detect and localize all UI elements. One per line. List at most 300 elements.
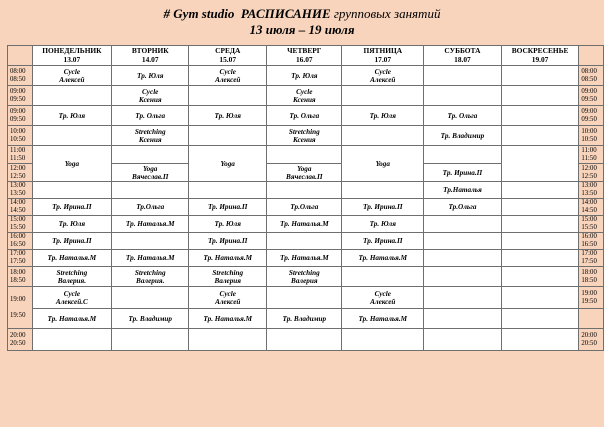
class-text: Тр. Юля <box>137 71 164 80</box>
day-header-tue <box>112 46 189 66</box>
class-text: Cycle <box>142 87 159 96</box>
class-cell <box>267 267 342 287</box>
class-text: Cycle <box>374 289 391 298</box>
class-text: Yoga <box>375 159 390 168</box>
class-text: Тр. Ольга <box>447 111 478 120</box>
time-row <box>8 146 604 164</box>
class-text: Stretching <box>288 127 320 136</box>
class-text: Тр. Наталья.М <box>279 254 329 262</box>
time-start: 19:00 <box>10 295 26 303</box>
time-end: 13:50 <box>581 190 597 197</box>
time-end: 14:50 <box>10 207 26 214</box>
time-cell <box>579 329 604 351</box>
class-cell <box>189 86 267 106</box>
class-text: Ксения <box>292 95 316 104</box>
class-text: Алексей <box>59 75 85 84</box>
class-text: Тр. Владимир <box>128 314 172 323</box>
class-cell <box>424 309 502 329</box>
class-text: Тр. Владимир <box>282 314 327 323</box>
class-cell <box>424 86 502 106</box>
class-text: Вячеслав.П <box>131 172 169 181</box>
class-text: Алексей <box>215 75 241 84</box>
time-cell <box>579 233 604 250</box>
time-end: 10:50 <box>10 135 26 143</box>
class-cell <box>189 182 267 199</box>
class-cell <box>342 309 424 329</box>
class-cell <box>501 329 579 351</box>
class-text: Stretching <box>134 268 166 277</box>
time-end: 18:50 <box>581 276 597 284</box>
title-main: РАСПИСАНИЕ <box>240 6 331 21</box>
class-cell <box>501 126 579 146</box>
time-end: 20:50 <box>581 339 597 347</box>
class-cell <box>501 309 579 329</box>
time-start: 17:00 <box>10 250 26 257</box>
time-end: 09:50 <box>581 115 597 123</box>
day-date: 15.07 <box>219 54 237 64</box>
class-cell <box>32 250 112 267</box>
time-cell <box>8 250 33 267</box>
class-cell <box>112 329 189 351</box>
class-cell <box>32 287 112 309</box>
class-cell <box>501 267 579 287</box>
time-start: 11:00 <box>581 146 597 154</box>
title-sub: групповых занятий <box>333 6 441 21</box>
class-cell <box>342 329 424 351</box>
class-cell <box>112 182 189 199</box>
time-cell <box>579 164 604 182</box>
time-end: 15:50 <box>10 224 26 231</box>
class-cell <box>424 126 502 146</box>
class-cell <box>342 182 424 199</box>
class-cell <box>267 182 342 199</box>
class-text: Алексей.С <box>55 297 88 306</box>
time-row <box>8 233 604 250</box>
time-end: 11:50 <box>581 154 597 162</box>
class-cell <box>32 329 112 351</box>
class-text: Тр. Юля <box>58 220 86 228</box>
class-cell <box>342 250 424 267</box>
class-cell <box>267 233 342 250</box>
class-cell <box>32 86 112 106</box>
class-cell <box>424 182 502 199</box>
time-row <box>8 199 604 216</box>
class-cell <box>342 86 424 106</box>
class-cell <box>501 233 579 250</box>
class-cell <box>112 86 189 106</box>
class-text: Тр. Наталья.М <box>47 254 97 262</box>
class-cell <box>189 250 267 267</box>
time-start: 20:00 <box>581 331 597 339</box>
class-cell <box>342 233 424 250</box>
time-row <box>8 126 604 146</box>
time-start: 15:00 <box>10 216 26 223</box>
class-text: Валерия. <box>57 276 87 285</box>
time-cell <box>579 199 604 216</box>
time-start: 11:00 <box>10 146 26 154</box>
class-cell <box>424 250 502 267</box>
class-cell <box>32 233 112 250</box>
time-end: 18:50 <box>10 276 26 284</box>
time-end: 12:50 <box>10 172 26 180</box>
time-cell <box>8 66 33 86</box>
time-end: 09:50 <box>10 95 26 103</box>
class-text: Stretching <box>134 127 166 136</box>
time-end: 16:50 <box>10 241 26 248</box>
class-text: Yoga <box>297 164 312 173</box>
class-cell <box>189 106 267 126</box>
day-header-wed <box>189 46 267 66</box>
class-cell <box>424 329 502 351</box>
corner-cell <box>579 46 604 66</box>
class-text: Тр. Ирина.П <box>207 203 248 211</box>
time-start: 10:00 <box>581 127 597 135</box>
title-dates: 13 июля – 19 июля <box>249 22 355 37</box>
class-cell <box>267 199 342 216</box>
class-text: Тр. Юля <box>369 111 396 120</box>
class-cell <box>267 287 342 309</box>
time-end: 17:50 <box>581 258 597 265</box>
time-end: 19:50 <box>581 297 597 305</box>
day-date: 18.07 <box>454 54 471 64</box>
class-text: Stretching <box>288 268 320 277</box>
class-cell <box>189 146 267 182</box>
class-cell <box>112 146 189 164</box>
class-cell <box>267 146 342 164</box>
time-cell <box>579 126 604 146</box>
class-text: Тр. Юля <box>291 71 318 80</box>
class-text: Тр. Владимир <box>440 131 485 140</box>
class-cell <box>32 126 112 146</box>
class-cell <box>189 329 267 351</box>
class-text: Валерия <box>214 276 241 285</box>
time-end: 16:50 <box>581 241 597 248</box>
class-cell <box>267 126 342 146</box>
class-text: Тр. Ирина.П <box>52 237 92 245</box>
class-cell <box>189 216 267 233</box>
class-cell <box>112 164 189 182</box>
day-header-fri <box>342 46 424 66</box>
class-cell <box>501 86 579 106</box>
time-row <box>8 267 604 287</box>
class-text: Тр. Наталья.М <box>125 220 175 228</box>
class-text: Тр. Ирина.П <box>362 203 403 211</box>
class-cell <box>424 287 502 309</box>
class-text: Yoga <box>64 159 80 168</box>
time-cell <box>8 199 33 216</box>
class-text: Cycle <box>63 67 81 76</box>
time-start: 13:00 <box>10 182 26 189</box>
class-cell <box>112 233 189 250</box>
time-cell <box>8 287 33 329</box>
class-cell <box>32 146 112 182</box>
day-date: 17.07 <box>374 54 392 64</box>
day-name: ПОНЕДЕЛЬНИК <box>42 46 102 55</box>
class-text: Алексей <box>370 297 396 306</box>
time-row <box>8 66 604 86</box>
time-cell <box>579 250 604 267</box>
class-cell <box>424 146 502 164</box>
time-cell <box>8 233 33 250</box>
class-cell <box>189 66 267 86</box>
class-text: Тр. Наталья.М <box>279 220 329 228</box>
time-start: 20:00 <box>10 331 26 339</box>
class-cell <box>342 66 424 86</box>
time-cell <box>579 86 604 106</box>
class-cell <box>189 233 267 250</box>
class-cell <box>189 126 267 146</box>
class-cell <box>112 250 189 267</box>
time-row <box>8 86 604 106</box>
time-start: 19:00 <box>581 289 597 297</box>
class-cell <box>112 216 189 233</box>
day-name: ВТОРНИК <box>131 46 169 55</box>
class-cell <box>267 164 342 182</box>
class-cell <box>32 106 112 126</box>
class-cell <box>342 106 424 126</box>
class-cell <box>501 216 579 233</box>
class-cell <box>342 267 424 287</box>
class-text: Ксения <box>138 95 162 104</box>
class-text: Тр. Ирина.П <box>52 203 92 211</box>
time-cell <box>579 216 604 233</box>
time-cell <box>8 86 33 106</box>
time-cell <box>8 216 33 233</box>
time-start: 14:00 <box>581 199 597 206</box>
class-text: Cycle <box>296 87 313 96</box>
class-text: Тр. Ирина.П <box>442 168 483 177</box>
class-text: Тр. Наталья.М <box>125 254 175 262</box>
time-start: 18:00 <box>10 268 26 276</box>
class-cell <box>189 267 267 287</box>
class-cell <box>501 182 579 199</box>
class-cell <box>424 216 502 233</box>
class-text: Тр. Юля <box>214 111 241 120</box>
class-text: Тр. Юля <box>58 111 86 120</box>
class-cell <box>424 199 502 216</box>
class-cell <box>424 66 502 86</box>
time-start: 09:00 <box>581 87 597 95</box>
day-name: ВОСКРЕСЕНЬЕ <box>511 46 569 55</box>
day-header-sat <box>424 46 502 66</box>
class-text: Тр. Ольга <box>289 111 320 120</box>
class-cell <box>501 250 579 267</box>
class-text: Вячеслав.П <box>286 172 323 181</box>
class-text: Тр. Наталья.М <box>47 314 97 323</box>
time-row <box>8 250 604 267</box>
class-cell <box>267 216 342 233</box>
class-text: Cycle <box>219 67 236 76</box>
day-date: 14.07 <box>141 54 159 64</box>
class-text: Yoga <box>143 164 158 173</box>
time-end: 10:50 <box>581 135 597 143</box>
class-cell <box>501 66 579 86</box>
time-cell <box>579 267 604 287</box>
class-text: Yoga <box>220 159 235 168</box>
day-header-thu <box>267 46 342 66</box>
time-end: 08:50 <box>581 75 597 83</box>
time-cell <box>579 309 604 329</box>
class-text: Ксения <box>292 135 316 144</box>
time-cell <box>8 164 33 182</box>
time-row <box>8 329 604 351</box>
time-start: 16:00 <box>581 233 597 240</box>
time-start: 10:00 <box>10 127 26 135</box>
class-text: Stretching <box>56 268 88 277</box>
time-cell <box>8 267 33 287</box>
time-end: 20:50 <box>10 339 26 347</box>
time-end: 14:50 <box>581 207 597 214</box>
time-row <box>8 182 604 199</box>
class-cell <box>267 309 342 329</box>
time-start: 13:00 <box>581 182 597 189</box>
title-line-1 <box>0 6 604 21</box>
class-text: Тр. Ольга <box>135 111 166 120</box>
class-cell <box>501 287 579 309</box>
class-text: Тр. Юля <box>214 220 241 228</box>
class-cell <box>189 309 267 329</box>
class-cell <box>189 199 267 216</box>
class-cell <box>342 199 424 216</box>
time-cell <box>579 287 604 309</box>
class-text: Cycle <box>219 289 236 298</box>
class-text: Тр.Ольга <box>290 203 319 211</box>
class-cell <box>32 216 112 233</box>
class-text: Валерия <box>291 276 318 285</box>
time-end: 17:50 <box>10 258 26 265</box>
day-date: 19.07 <box>531 54 549 64</box>
time-cell <box>579 146 604 164</box>
class-cell <box>112 66 189 86</box>
class-cell <box>267 106 342 126</box>
time-end: 12:50 <box>581 172 597 180</box>
time-end: 13:50 <box>10 190 26 197</box>
time-end: 08:50 <box>10 75 26 83</box>
class-cell <box>112 309 189 329</box>
studio-name: # Gym studio <box>163 6 235 21</box>
class-text: Тр. Наталья.М <box>203 314 253 323</box>
class-cell <box>501 106 579 126</box>
class-cell <box>32 66 112 86</box>
day-header-sun <box>501 46 579 66</box>
time-cell <box>8 329 33 351</box>
day-date: 16.07 <box>295 54 313 64</box>
class-text: Тр.Ольга <box>448 203 477 211</box>
class-cell <box>32 199 112 216</box>
class-cell <box>32 267 112 287</box>
time-cell <box>8 146 33 164</box>
class-text: Cycle <box>63 289 81 298</box>
class-text: Тр. Наталья.М <box>203 254 253 262</box>
class-text: Тр.Наталья <box>443 186 482 194</box>
time-cell <box>8 182 33 199</box>
time-end: 19:50 <box>10 311 26 319</box>
class-text: Stretching <box>212 268 244 277</box>
time-end: 09:50 <box>581 95 597 103</box>
class-text: Тр. Наталья.М <box>358 314 408 323</box>
class-cell <box>267 250 342 267</box>
day-name: СУББОТА <box>444 46 481 55</box>
time-row <box>8 309 604 329</box>
day-name: ЧЕТВЕРГ <box>287 46 322 55</box>
class-text: Алексей <box>215 297 241 306</box>
corner-cell <box>8 46 33 66</box>
time-start: 15:00 <box>581 216 597 223</box>
header-row <box>8 46 604 66</box>
time-start: 17:00 <box>581 250 597 257</box>
class-cell <box>32 309 112 329</box>
class-text: Валерия. <box>136 276 165 285</box>
class-cell <box>342 216 424 233</box>
class-cell <box>267 86 342 106</box>
class-text: Тр. Ирина.П <box>207 237 248 245</box>
class-cell <box>501 199 579 216</box>
day-header-mon <box>32 46 112 66</box>
time-row <box>8 287 604 309</box>
time-start: 09:00 <box>10 87 26 95</box>
class-text: Алексей <box>370 75 396 84</box>
time-start: 12:00 <box>10 164 26 172</box>
class-cell <box>342 287 424 309</box>
class-text: Тр. Ирина.П <box>362 237 403 245</box>
class-cell <box>112 106 189 126</box>
class-cell <box>342 146 424 182</box>
class-cell <box>112 267 189 287</box>
class-cell <box>424 106 502 126</box>
time-cell <box>8 126 33 146</box>
time-row <box>8 216 604 233</box>
time-cell <box>8 106 33 126</box>
time-end: 09:50 <box>10 115 26 123</box>
class-cell <box>501 146 579 182</box>
class-cell <box>424 164 502 182</box>
class-cell <box>112 287 189 309</box>
class-text: Cycle <box>374 67 391 76</box>
class-text: Тр. Наталья.М <box>358 254 408 262</box>
time-start: 09:00 <box>581 107 597 115</box>
class-cell <box>112 126 189 146</box>
time-cell <box>579 66 604 86</box>
day-date: 13.07 <box>63 54 81 64</box>
class-cell <box>267 329 342 351</box>
class-cell <box>342 126 424 146</box>
class-cell <box>112 199 189 216</box>
time-end: 15:50 <box>581 224 597 231</box>
time-start: 08:00 <box>10 67 26 75</box>
time-start: 16:00 <box>10 233 26 240</box>
class-cell <box>424 267 502 287</box>
class-text: Ксения <box>138 135 162 144</box>
day-name: ПЯТНИЦА <box>363 46 403 55</box>
time-start: 18:00 <box>581 268 597 276</box>
time-cell <box>579 106 604 126</box>
time-start: 09:00 <box>10 107 26 115</box>
schedule-table <box>7 45 604 351</box>
class-cell <box>424 233 502 250</box>
time-end: 11:50 <box>10 154 26 162</box>
class-text: Тр.Ольга <box>136 203 165 211</box>
time-row <box>8 106 604 126</box>
time-start: 12:00 <box>581 164 597 172</box>
day-name: СРЕДА <box>215 46 241 55</box>
time-start: 14:00 <box>10 199 26 206</box>
class-cell <box>267 66 342 86</box>
class-cell <box>32 182 112 199</box>
class-text: Тр. Юля <box>369 220 396 228</box>
class-cell <box>189 287 267 309</box>
time-cell <box>579 182 604 199</box>
time-start: 08:00 <box>581 67 597 75</box>
